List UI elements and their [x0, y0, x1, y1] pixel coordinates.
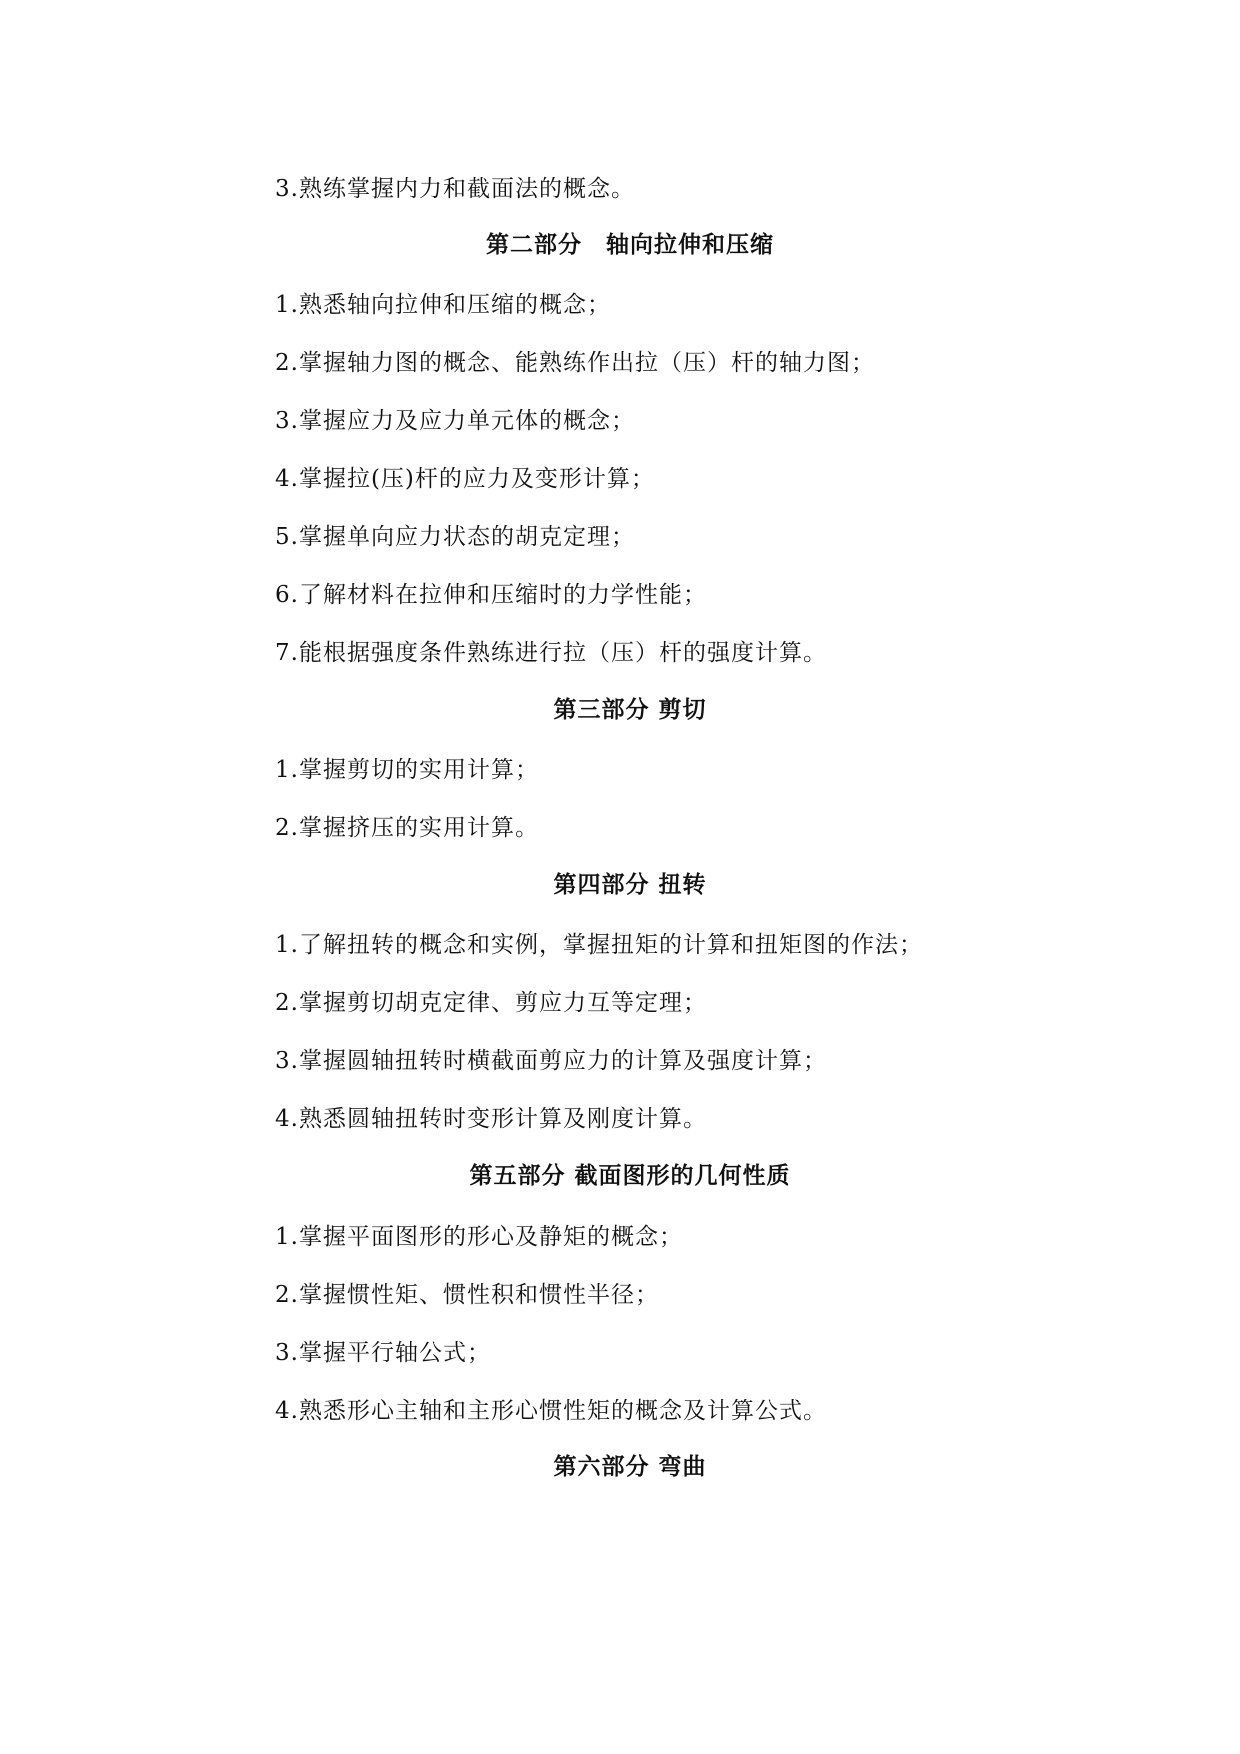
- list-item: 3.掌握平行轴公式；: [275, 1340, 491, 1366]
- list-item: 7.能根据强度条件熟练进行拉（压）杆的强度计算。: [275, 640, 827, 666]
- list-item: 2.掌握剪切胡克定律、剪应力互等定理；: [275, 990, 707, 1016]
- list-item: 2.掌握挤压的实用计算。: [275, 815, 539, 841]
- list-item: 3.掌握应力及应力单元体的概念；: [275, 408, 635, 434]
- list-item: 2.掌握惯性矩、惯性积和惯性半径；: [275, 1282, 659, 1308]
- list-item: 6.了解材料在拉伸和压缩时的力学性能；: [275, 582, 707, 608]
- list-item: 4.掌握拉(压)杆的应力及变形计算；: [275, 466, 655, 492]
- list-item: 3.掌握圆轴扭转时横截面剪应力的计算及强度计算；: [275, 1048, 827, 1074]
- list-item: 4.熟悉形心主轴和主形心惯性矩的概念及计算公式。: [275, 1398, 827, 1424]
- list-item: 1.掌握平面图形的形心及静矩的概念；: [275, 1224, 683, 1250]
- list-item: 1.熟悉轴向拉伸和压缩的概念；: [275, 292, 611, 318]
- list-item: 3.熟练掌握内力和截面法的概念。: [275, 176, 635, 202]
- section-heading-part4: 第四部分 扭转: [553, 871, 707, 898]
- list-item: 5.掌握单向应力状态的胡克定理；: [275, 524, 635, 550]
- section-heading-part5: 第五部分 截面图形的几何性质: [469, 1162, 791, 1189]
- section-heading-part6: 第六部分 弯曲: [553, 1453, 707, 1480]
- list-item: 1.了解扭转的概念和实例，掌握扭矩的计算和扭矩图的作法；: [275, 932, 923, 958]
- section-heading-part2: 第二部分 轴向拉伸和压缩: [486, 231, 774, 258]
- section-heading-part3: 第三部分 剪切: [553, 696, 707, 723]
- list-item: 2.掌握轴力图的概念、能熟练作出拉（压）杆的轴力图；: [275, 350, 875, 376]
- list-item: 4.熟悉圆轴扭转时变形计算及刚度计算。: [275, 1106, 707, 1132]
- list-item: 1.掌握剪切的实用计算；: [275, 757, 539, 783]
